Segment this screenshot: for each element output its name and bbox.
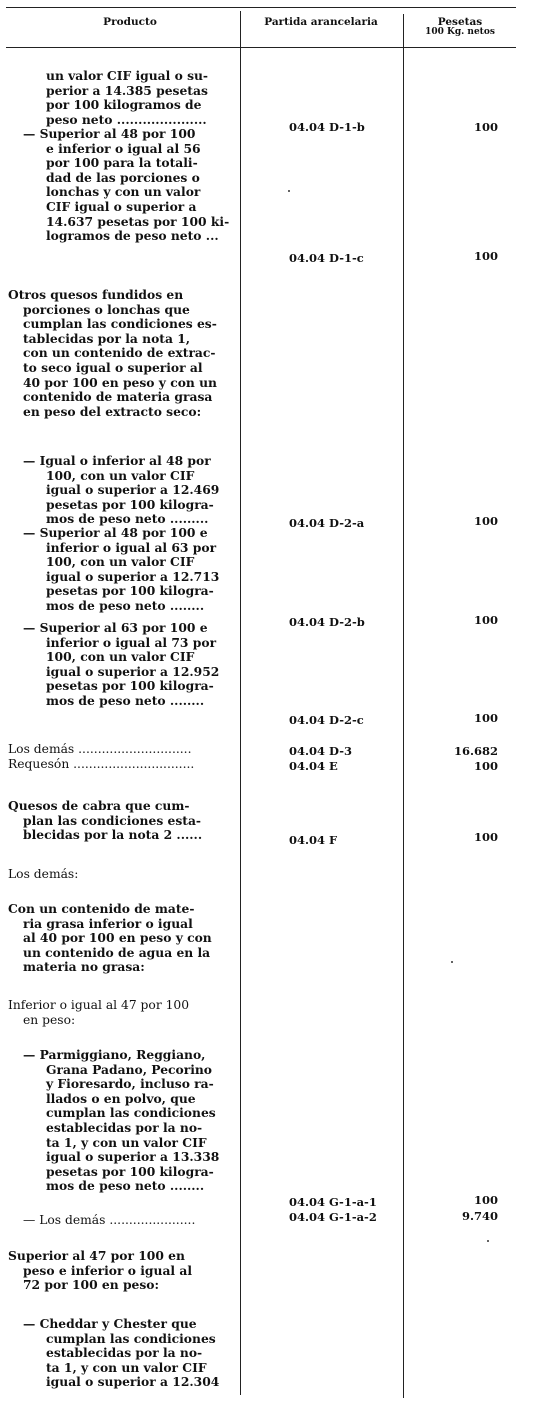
product-block [8, 902, 212, 975]
product-line: igual o superior a 13.338 [46, 1149, 220, 1165]
header-rule [6, 47, 516, 48]
product-block [8, 757, 194, 772]
product-line: — Superior al 63 por 100 e [23, 620, 208, 635]
product-line: Requesón ............................... [8, 757, 195, 771]
product-line: lonchas y con un valor [46, 184, 201, 200]
product-line: por 100 para la totali- [46, 155, 198, 171]
product-line: mos de peso neto ........ [46, 1178, 205, 1194]
product-line: dad de las porciones o [46, 169, 200, 185]
scan-speck [451, 961, 453, 963]
product-line: peso neto ..................... [46, 111, 207, 127]
product-line: un contenido de agua en la [23, 944, 211, 960]
product-block [46, 69, 208, 127]
product-line: igual o superior a 12.469 [46, 482, 220, 498]
product-line: pesetas por 100 kilogra- [46, 678, 214, 694]
product-line: igual o superior a 12.952 [46, 663, 220, 679]
product-line: 100, con un valor CIF [46, 649, 195, 665]
tariff-code: 04.04 G-1-a-1 [289, 1195, 377, 1209]
product-line: cumplan las condiciones [46, 1330, 216, 1346]
product-line: pesetas por 100 kilogra- [46, 1163, 214, 1179]
product-line: materia no grasa: [23, 959, 145, 975]
product-block [23, 1048, 219, 1194]
product-line: logramos de peso neto ... [46, 228, 219, 244]
product-line: igual o superior a 12.304 [46, 1374, 220, 1390]
product-block [23, 1213, 195, 1228]
product-line: establecidas por la no- [46, 1345, 203, 1361]
product-line: un valor CIF igual o su- [46, 68, 209, 83]
product-block [23, 127, 229, 244]
product-block [23, 1317, 219, 1390]
product-line: porciones o lonchas que [23, 301, 190, 317]
product-line: al 40 por 100 en peso y con [23, 930, 212, 946]
product-line: 100, con un valor CIF [46, 467, 195, 483]
product-line: llados o en polvo, que [46, 1090, 196, 1106]
product-line: por 100 kilogramos de [46, 97, 202, 113]
product-line: en peso: [23, 1012, 76, 1027]
duty-value: 100 [473, 830, 498, 844]
pesetas-unit: 100 Kg. netos [425, 27, 495, 37]
tariff-code: 04.04 E [289, 759, 338, 773]
duty-value: 16.682 [453, 744, 498, 758]
product-line: peso e inferior o igual al [23, 1262, 193, 1278]
product-line: — Igual o inferior al 48 por [23, 453, 211, 468]
product-line: e inferior o igual al 56 [46, 140, 201, 156]
product-line: contenido de materia grasa [23, 389, 213, 405]
column-header-pesetas [408, 17, 512, 37]
column-divider-1 [240, 11, 241, 1395]
product-line: Los demás ............................. [8, 742, 192, 756]
tariff-code: 04.04 D-3 [289, 744, 352, 758]
product-block [8, 742, 192, 757]
pesetas-label: Pesetas [437, 16, 483, 28]
product-line: ria grasa inferior o igual [23, 915, 193, 931]
product-line: — Cheddar y Chester que [23, 1316, 197, 1331]
product-line: Con un contenido de mate- [8, 901, 195, 916]
product-line: mos de peso neto ........ [46, 597, 205, 613]
tariff-code: 04.04 D-1-c [289, 251, 364, 265]
product-line: con un contenido de extrac- [23, 345, 216, 361]
tariff-code: 04.04 D-1-b [289, 120, 365, 134]
product-line: pesetas por 100 kilogra- [46, 583, 214, 599]
product-line: tablecidas por la nota 1, [23, 330, 191, 346]
product-line: 100, con un valor CIF [46, 554, 195, 570]
product-line: perior a 14.385 pesetas [46, 82, 208, 98]
product-line: 40 por 100 en peso y con un [23, 374, 217, 390]
product-block [8, 867, 78, 882]
duty-value: 100 [473, 1193, 498, 1207]
product-line: 14.637 pesetas por 100 ki- [46, 213, 230, 229]
product-line: Grana Padano, Pecorino [46, 1061, 213, 1077]
product-block [8, 799, 202, 843]
product-line: 72 por 100 en peso: [23, 1277, 160, 1293]
product-block [8, 288, 217, 419]
tariff-code: 04.04 G-1-a-2 [289, 1210, 377, 1224]
product-block [8, 998, 189, 1027]
product-block [8, 1249, 192, 1293]
tariff-code: 04.04 D-2-b [289, 615, 365, 629]
product-line: plan las condiciones esta- [23, 812, 202, 828]
product-line: CIF igual o superior a [46, 198, 197, 214]
duty-value: 100 [473, 120, 498, 134]
product-line: pesetas por 100 kilogra- [46, 496, 214, 512]
column-header-partida: Partida arancelaria [264, 16, 378, 28]
product-line: mos de peso neto ........ [46, 692, 205, 708]
product-line: to seco igual o superior al [23, 359, 203, 375]
product-line: Los demás: [8, 867, 79, 881]
duty-value: 100 [473, 514, 498, 528]
tariff-code: 04.04 D-2-a [289, 516, 365, 530]
duty-value: 100 [473, 759, 498, 773]
product-line: igual o superior a 12.713 [46, 568, 220, 584]
product-line: cumplan las condiciones [46, 1105, 216, 1121]
product-line: Inferior o igual al 47 por 100 [8, 998, 190, 1012]
product-line: establecidas por la no- [46, 1119, 203, 1135]
top-rule [6, 7, 516, 8]
product-line: Quesos de cabra que cum- [8, 798, 190, 813]
duty-value: 9.740 [461, 1209, 498, 1223]
product-line: inferior o igual al 73 por [46, 634, 217, 650]
product-line: ta 1, y con un valor CIF [46, 1134, 207, 1150]
product-line: — Los demás ...................... [23, 1213, 196, 1227]
product-line: cumplan las condiciones es- [23, 316, 217, 332]
product-line: blecidas por la nota 2 ...... [23, 827, 203, 843]
duty-value: 100 [473, 711, 498, 725]
product-line: inferior o igual al 63 por [46, 539, 217, 555]
column-divider-2 [403, 14, 404, 1398]
tariff-code: 04.04 D-2-c [289, 713, 364, 727]
product-line: — Parmiggiano, Reggiano, [23, 1047, 206, 1062]
product-block [23, 526, 219, 614]
scan-speck [288, 190, 290, 192]
product-block [23, 621, 219, 709]
duty-value: 100 [473, 249, 498, 263]
product-line: Superior al 47 por 100 en [8, 1248, 185, 1263]
product-line: Otros quesos fundidos en [8, 287, 184, 302]
scan-speck [487, 1240, 489, 1242]
product-line: — Superior al 48 por 100 [23, 126, 196, 141]
product-line: en peso del extracto seco: [23, 403, 202, 419]
column-header-producto: Producto [103, 16, 157, 28]
duty-value: 100 [473, 613, 498, 627]
tariff-code: 04.04 F [289, 833, 338, 847]
product-block [23, 454, 219, 527]
product-line: — Superior al 48 por 100 e [23, 525, 208, 540]
product-line: y Fioresardo, incluso ra- [46, 1076, 214, 1092]
product-line: mos de peso neto ......... [46, 511, 209, 527]
product-line: ta 1, y con un valor CIF [46, 1359, 207, 1375]
